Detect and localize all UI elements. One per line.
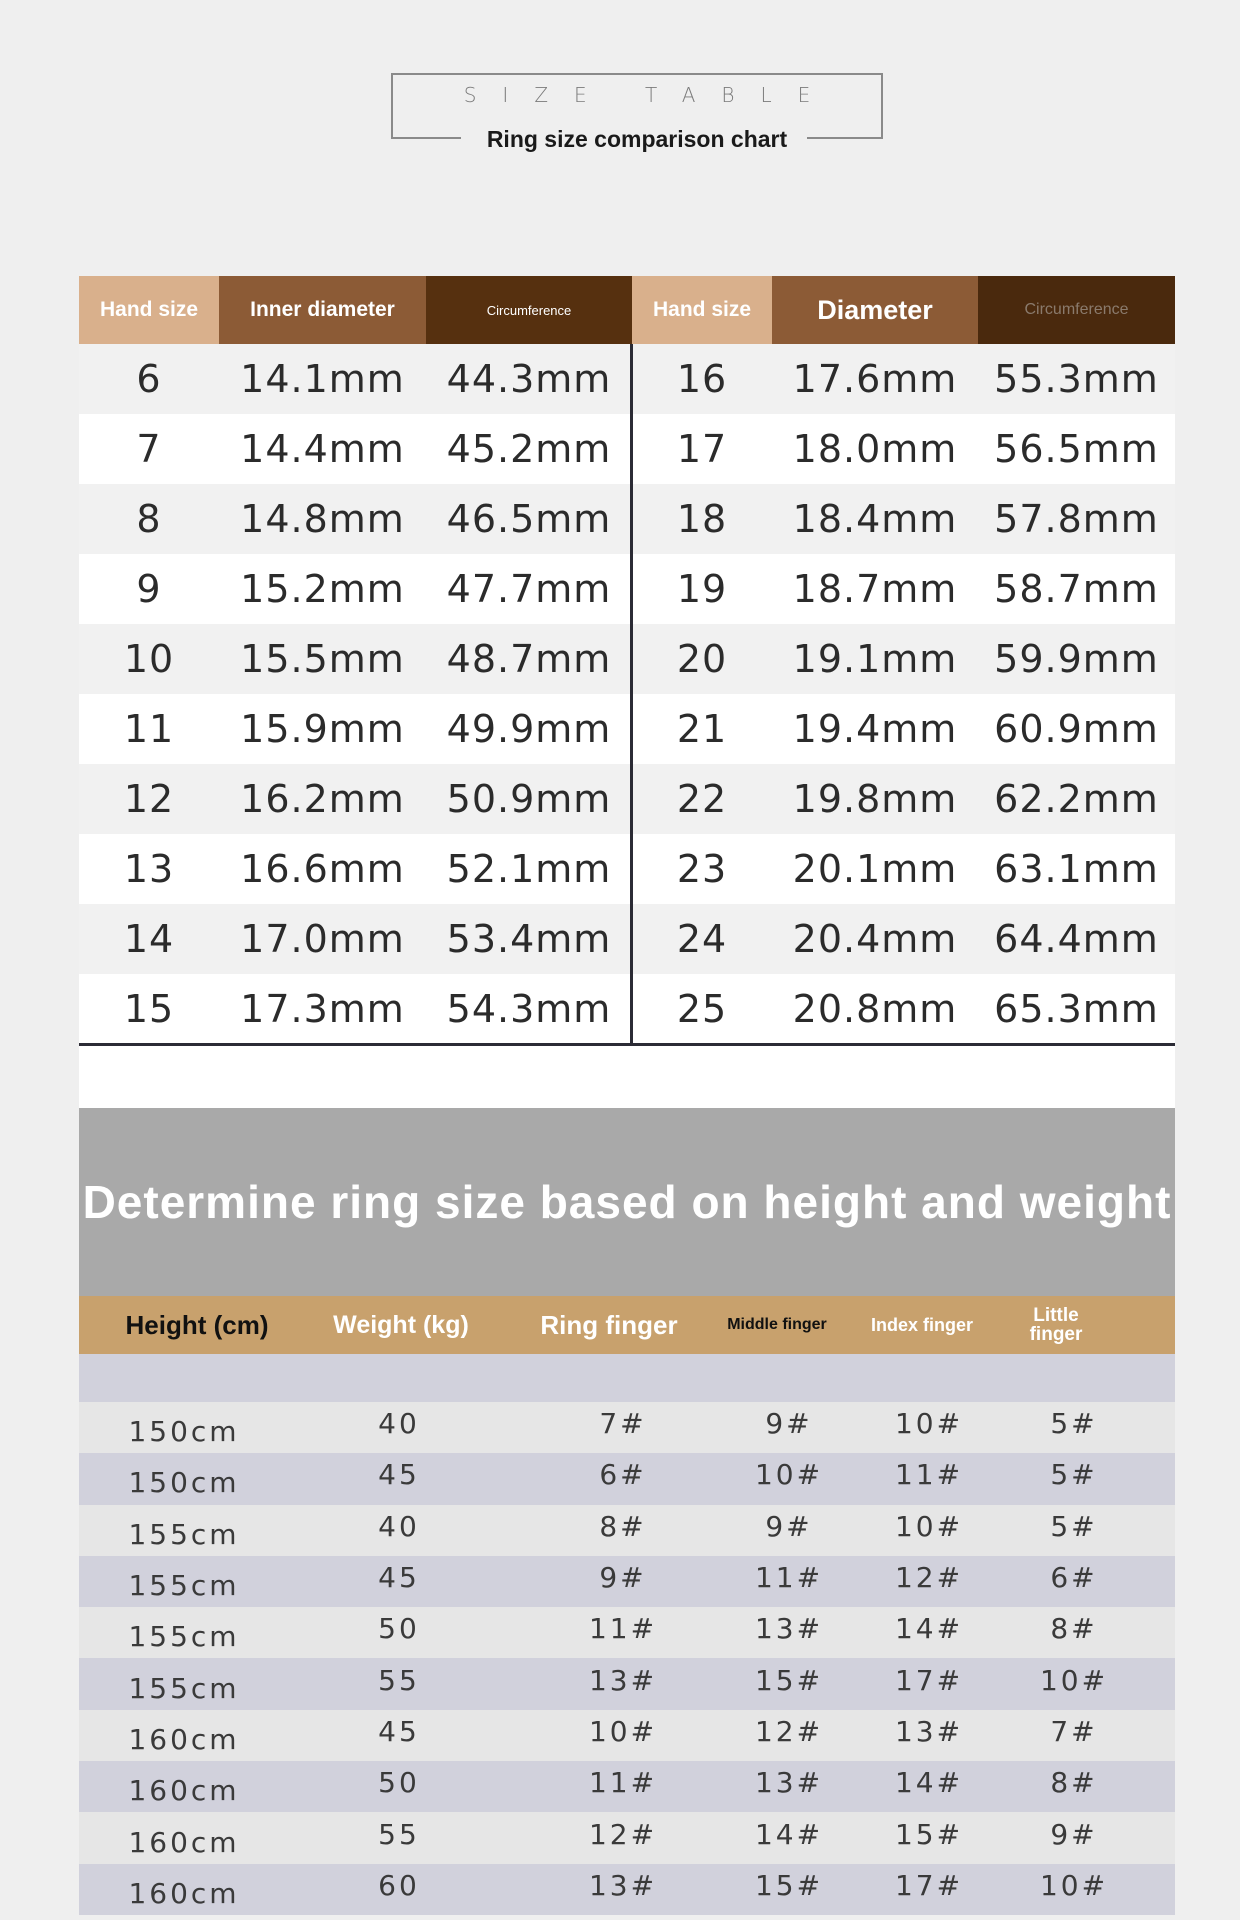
- table-row: [79, 344, 1175, 414]
- table-row: [79, 1761, 1175, 1812]
- circumference-cell: 59.9mm: [994, 637, 1159, 681]
- table-center-divider: [630, 344, 633, 1112]
- inner-diameter-cell: 16.6mm: [240, 847, 405, 891]
- inner-diameter-cell: 17.3mm: [240, 987, 405, 1031]
- index-finger-cell: 13#: [894, 1714, 964, 1748]
- header-ring-finger: Ring finger: [540, 1309, 678, 1340]
- middle-finger-cell: 9#: [765, 1509, 813, 1543]
- section-banner-title: Determine ring size based on height and weight: [82, 1176, 1172, 1228]
- table-row: [79, 904, 1175, 974]
- ring-size-table-header: [79, 276, 1175, 344]
- circumference-cell: 58.7mm: [994, 567, 1159, 611]
- circumference-cell: 64.4mm: [994, 917, 1159, 961]
- inner-diameter-cell: 17.0mm: [240, 917, 405, 961]
- hand-size-cell: 22: [676, 777, 728, 821]
- circumference-cell: 60.9mm: [994, 707, 1159, 751]
- circumference-cell: 45.2mm: [446, 427, 612, 471]
- circumference-cell: 53.4mm: [446, 917, 612, 961]
- inner-diameter-cell: 16.2mm: [240, 777, 405, 821]
- inner-diameter-cell: 15.5mm: [240, 637, 405, 681]
- hand-size-cell: 15: [123, 987, 175, 1031]
- header-weight: Weight (kg): [333, 1310, 469, 1339]
- table-row: [79, 834, 1175, 904]
- hand-size-cell: 21: [676, 707, 728, 751]
- hand-size-cell: 18: [676, 497, 728, 541]
- circumference-cell: 56.5mm: [994, 427, 1159, 471]
- circumference-cell: 49.9mm: [446, 707, 612, 751]
- circumference-cell: 44.3mm: [446, 357, 612, 401]
- middle-finger-cell: 10#: [754, 1458, 824, 1492]
- diameter-cell: 18.0mm: [792, 427, 958, 471]
- diameter-cell: 20.4mm: [792, 917, 958, 961]
- header-hand-size-left: Hand size: [79, 276, 219, 344]
- weight-cell: 55: [378, 1663, 420, 1697]
- hand-size-cell: 14: [123, 917, 175, 961]
- header-hand-size-right: Hand size: [632, 276, 772, 344]
- ring-finger-cell: 8#: [599, 1509, 647, 1543]
- weight-cell: 45: [378, 1458, 420, 1492]
- little-finger-cell: 5#: [1050, 1458, 1098, 1492]
- hand-size-cell: 24: [676, 917, 728, 961]
- middle-finger-cell: 14#: [754, 1817, 824, 1851]
- middle-finger-cell: 11#: [754, 1561, 824, 1595]
- weight-cell: 50: [378, 1766, 420, 1800]
- height-cell: 150cm: [128, 1466, 240, 1500]
- index-finger-cell: 11#: [894, 1458, 964, 1492]
- table-gap-row: [79, 1354, 1175, 1402]
- circumference-cell: 48.7mm: [446, 637, 612, 681]
- hand-size-cell: 19: [676, 567, 728, 611]
- ring-finger-cell: 7#: [599, 1407, 647, 1441]
- little-finger-cell: 10#: [1039, 1663, 1109, 1697]
- hand-size-cell: 16: [676, 357, 728, 401]
- header-inner-diameter: Inner diameter: [219, 276, 426, 344]
- middle-finger-cell: 9#: [765, 1407, 813, 1441]
- middle-finger-cell: 13#: [754, 1612, 824, 1646]
- little-finger-cell: 8#: [1050, 1766, 1098, 1800]
- diameter-cell: 20.1mm: [792, 847, 958, 891]
- diameter-cell: 20.8mm: [792, 987, 958, 1031]
- table-row: [79, 1453, 1175, 1504]
- table-row: [79, 484, 1175, 554]
- header-circumference-left: Circumference: [426, 276, 632, 344]
- index-finger-cell: 17#: [894, 1868, 964, 1902]
- table-row: [79, 1864, 1175, 1915]
- page-subtitle: Ring size comparison chart: [473, 124, 801, 154]
- circumference-cell: 62.2mm: [994, 777, 1159, 821]
- little-finger-cell: 5#: [1050, 1407, 1098, 1441]
- subtitle-line-left: [391, 137, 461, 139]
- height-cell: 155cm: [128, 1620, 240, 1654]
- inner-diameter-cell: 14.4mm: [240, 427, 405, 471]
- table-row: [79, 764, 1175, 834]
- diameter-cell: 18.7mm: [792, 567, 958, 611]
- height-cell: 155cm: [128, 1569, 240, 1603]
- index-finger-cell: 14#: [894, 1766, 964, 1800]
- hand-size-cell: 12: [123, 777, 175, 821]
- hand-size-cell: 20: [676, 637, 728, 681]
- middle-finger-cell: 15#: [754, 1663, 824, 1697]
- height-cell: 160cm: [128, 1774, 240, 1808]
- ring-finger-cell: 6#: [599, 1458, 647, 1492]
- index-finger-cell: 14#: [894, 1612, 964, 1646]
- circumference-cell: 55.3mm: [994, 357, 1159, 401]
- header-subtitle-row: [391, 124, 883, 154]
- circumference-cell: 54.3mm: [446, 987, 612, 1031]
- header-little-finger: Little finger: [1029, 1305, 1083, 1345]
- table-row: [79, 624, 1175, 694]
- ring-finger-cell: 13#: [588, 1663, 658, 1697]
- hand-size-cell: 7: [136, 427, 162, 471]
- weight-cell: 55: [378, 1817, 420, 1851]
- little-finger-cell: 5#: [1050, 1509, 1098, 1543]
- weight-cell: 45: [378, 1714, 420, 1748]
- hand-size-cell: 23: [676, 847, 728, 891]
- table-row: [79, 1505, 1175, 1556]
- header-circumference-right: Circumference: [978, 276, 1175, 344]
- table-row: [79, 1402, 1175, 1453]
- table-row: [79, 1710, 1175, 1761]
- weight-cell: 45: [378, 1561, 420, 1595]
- index-finger-cell: 10#: [894, 1407, 964, 1441]
- hand-size-cell: 8: [136, 497, 162, 541]
- index-finger-cell: 15#: [894, 1817, 964, 1851]
- table-row: [79, 974, 1175, 1044]
- diameter-cell: 17.6mm: [792, 357, 958, 401]
- circumference-cell: 46.5mm: [446, 497, 612, 541]
- height-cell: 160cm: [128, 1825, 240, 1859]
- hand-size-cell: 6: [136, 357, 162, 401]
- height-cell: 150cm: [128, 1415, 240, 1449]
- size-table-title: SIZE TABLE: [463, 83, 837, 107]
- hand-size-cell: 25: [676, 987, 728, 1031]
- ring-finger-cell: 9#: [599, 1561, 647, 1595]
- weight-cell: 50: [378, 1612, 420, 1646]
- circumference-cell: 63.1mm: [994, 847, 1159, 891]
- inner-diameter-cell: 14.1mm: [240, 357, 405, 401]
- index-finger-cell: 10#: [894, 1509, 964, 1543]
- hand-size-cell: 9: [136, 567, 162, 611]
- index-finger-cell: 17#: [894, 1663, 964, 1697]
- diameter-cell: 19.1mm: [792, 637, 958, 681]
- ring-finger-cell: 13#: [588, 1868, 658, 1902]
- height-cell: 155cm: [128, 1671, 240, 1705]
- subtitle-line-right: [807, 137, 883, 139]
- hand-size-cell: 10: [123, 637, 175, 681]
- spacer-strip: [79, 1046, 1175, 1108]
- weight-cell: 40: [378, 1509, 420, 1543]
- weight-cell: 60: [378, 1868, 420, 1902]
- little-finger-cell: 9#: [1050, 1817, 1098, 1851]
- table-row: [79, 1658, 1175, 1709]
- header-diameter: Diameter: [772, 276, 978, 344]
- height-cell: 155cm: [128, 1517, 240, 1551]
- ring-finger-cell: 10#: [588, 1714, 658, 1748]
- little-finger-cell: 10#: [1039, 1868, 1109, 1902]
- middle-finger-cell: 13#: [754, 1766, 824, 1800]
- header-middle-finger: Middle finger: [727, 1316, 827, 1333]
- middle-finger-cell: 15#: [754, 1868, 824, 1902]
- index-finger-cell: 12#: [894, 1561, 964, 1595]
- diameter-cell: 19.8mm: [792, 777, 958, 821]
- middle-finger-cell: 12#: [754, 1714, 824, 1748]
- table-row: [79, 1607, 1175, 1658]
- hand-size-cell: 11: [123, 707, 175, 751]
- ring-finger-cell: 12#: [588, 1817, 658, 1851]
- ring-size-table-body: [79, 344, 1175, 1044]
- circumference-cell: 65.3mm: [994, 987, 1159, 1031]
- section-banner: [79, 1108, 1175, 1296]
- height-weight-table-body: [79, 1402, 1175, 1915]
- height-cell: 160cm: [128, 1876, 240, 1910]
- little-finger-cell: 6#: [1050, 1561, 1098, 1595]
- table-row: [79, 1812, 1175, 1863]
- table-row: [79, 414, 1175, 484]
- table-row: [79, 694, 1175, 764]
- circumference-cell: 47.7mm: [446, 567, 612, 611]
- header-height: Height (cm): [125, 1309, 269, 1340]
- diameter-cell: 19.4mm: [792, 707, 958, 751]
- height-cell: 160cm: [128, 1722, 240, 1756]
- inner-diameter-cell: 15.2mm: [240, 567, 405, 611]
- table-row: [79, 1556, 1175, 1607]
- header-index-finger: Index finger: [870, 1314, 973, 1335]
- ring-size-table: [79, 276, 1175, 1044]
- table-row: [79, 554, 1175, 624]
- little-finger-cell: 7#: [1050, 1714, 1098, 1748]
- ring-finger-cell: 11#: [588, 1612, 658, 1646]
- weight-cell: 40: [378, 1407, 420, 1441]
- diameter-cell: 18.4mm: [792, 497, 958, 541]
- height-weight-table-header: [79, 1296, 1175, 1354]
- circumference-cell: 50.9mm: [446, 777, 612, 821]
- hand-size-cell: 13: [123, 847, 175, 891]
- inner-diameter-cell: 14.8mm: [240, 497, 405, 541]
- circumference-cell: 57.8mm: [994, 497, 1159, 541]
- inner-diameter-cell: 15.9mm: [240, 707, 405, 751]
- hand-size-cell: 17: [676, 427, 728, 471]
- circumference-cell: 52.1mm: [446, 847, 612, 891]
- little-finger-cell: 8#: [1050, 1612, 1098, 1646]
- ring-finger-cell: 11#: [588, 1766, 658, 1800]
